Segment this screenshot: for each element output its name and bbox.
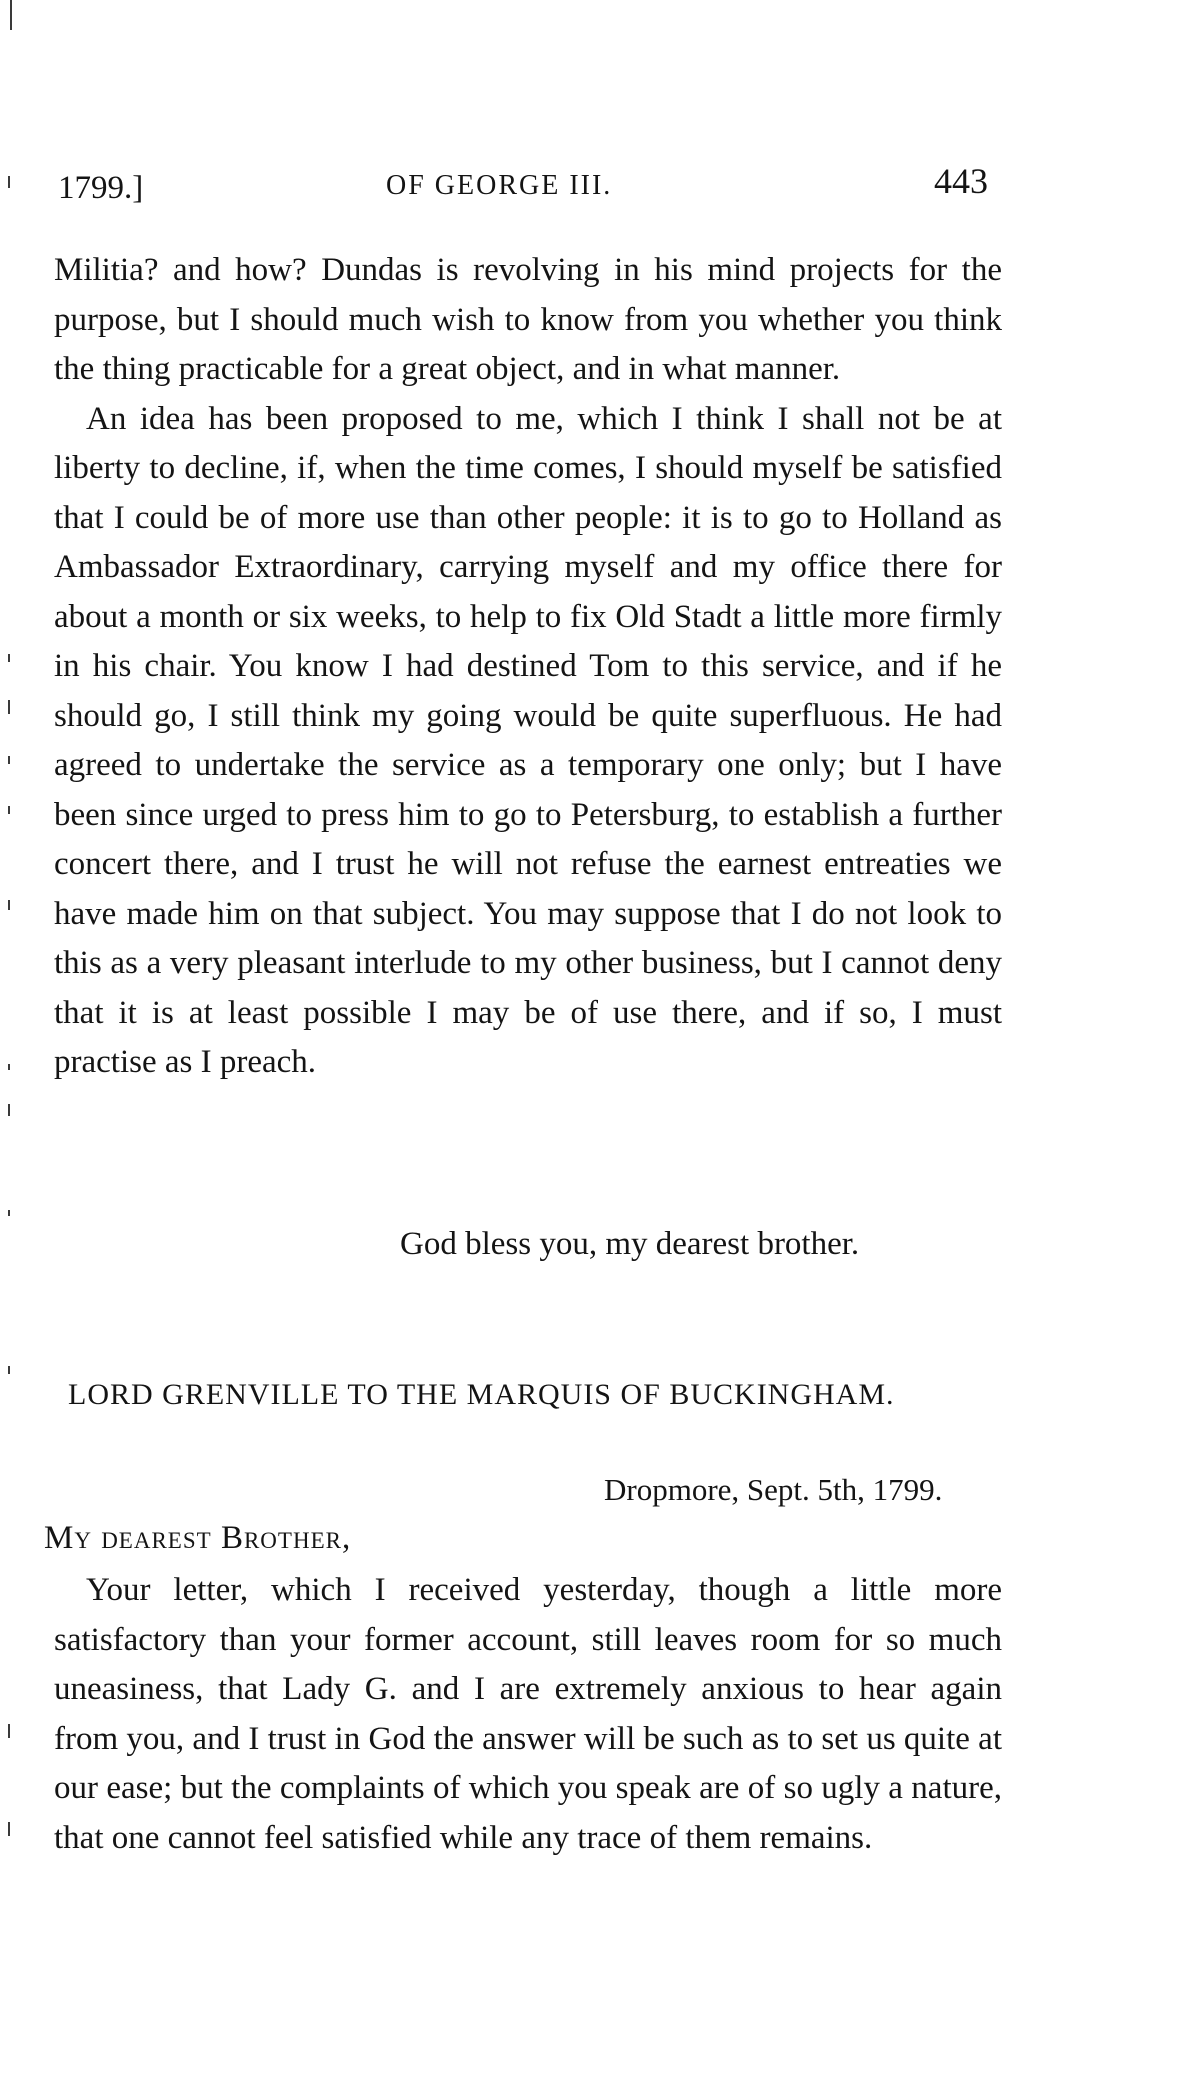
- gutter-mark: [8, 1104, 10, 1116]
- body-paragraph: Your letter, which I received yesterday, though a little more satisfactory than your former account, still leaves room for so much uneasiness, that Lady G. and I are extremely anxious to hear again from you, and I trust in God the answer will be such as to set us quite at our ease; but the complaints of which you speak are of so ugly a nature, that one cannot feel satisfied while any trace of them remains.: [54, 1572, 1002, 1856]
- gutter-mark: [8, 654, 10, 662]
- letter-dateline: Dropmore, Sept. 5th, 1799.: [604, 1472, 943, 1507]
- gutter-mark: [8, 1366, 10, 1374]
- gutter-mark: [8, 1822, 10, 1836]
- body-paragraph: Militia? and how? Dundas is revolving in his mind projects for the purpose, but I should much wish to know from you whether you think the thing practicable for a great object, and in what manner.: [54, 252, 1002, 387]
- letter-closing: God bless you, my dearest brother.: [400, 1226, 860, 1262]
- gutter-mark: [8, 900, 10, 910]
- gutter-mark: [8, 700, 10, 714]
- gutter-mark: [8, 1210, 10, 1216]
- gutter-mark: [8, 806, 10, 814]
- letter-heading: LORD GRENVILLE TO THE MARQUIS OF BUCKINGHAM.: [68, 1378, 895, 1411]
- letter-salutation: My dearest Brother,: [44, 1520, 352, 1556]
- header-year: 1799.]: [58, 170, 144, 206]
- letter-body-continued: [54, 246, 1002, 1088]
- gutter-mark: [8, 756, 10, 764]
- gutter-mark: [8, 1064, 10, 1070]
- page-number: 443: [934, 161, 988, 201]
- letter-body: [54, 1566, 1002, 1863]
- body-paragraph: An idea has been proposed to me, which I think I shall not be at liberty to decline, if, when the time comes, I should myself be satisfied that I could be of more use than other people: it is to go to Holland as Ambassador Extraordinary, carrying myself and my office there for about a month or six weeks, to help to fix Old Stadt a little more firmly in his chair. You know I had destined Tom to this service, and if he should go, I still think my going would be quite superfluous. He had agreed to undertake the service as a temporary one only; but I have been since urged to press him to go to Petersburg, to establish a further concert there, and I trust he will not refuse the earnest entreaties we have made him on that subject. You may suppose that I do not look to this as a very pleasant interlude to my other business, but I cannot deny that it is at least possible I may be of use there, and if so, I must practise as I preach.: [54, 400, 1002, 1080]
- gutter-mark: [8, 1724, 10, 1738]
- running-title: OF GEORGE III.: [386, 170, 613, 201]
- gutter-mark: [10, 0, 12, 30]
- gutter-mark: [8, 176, 10, 188]
